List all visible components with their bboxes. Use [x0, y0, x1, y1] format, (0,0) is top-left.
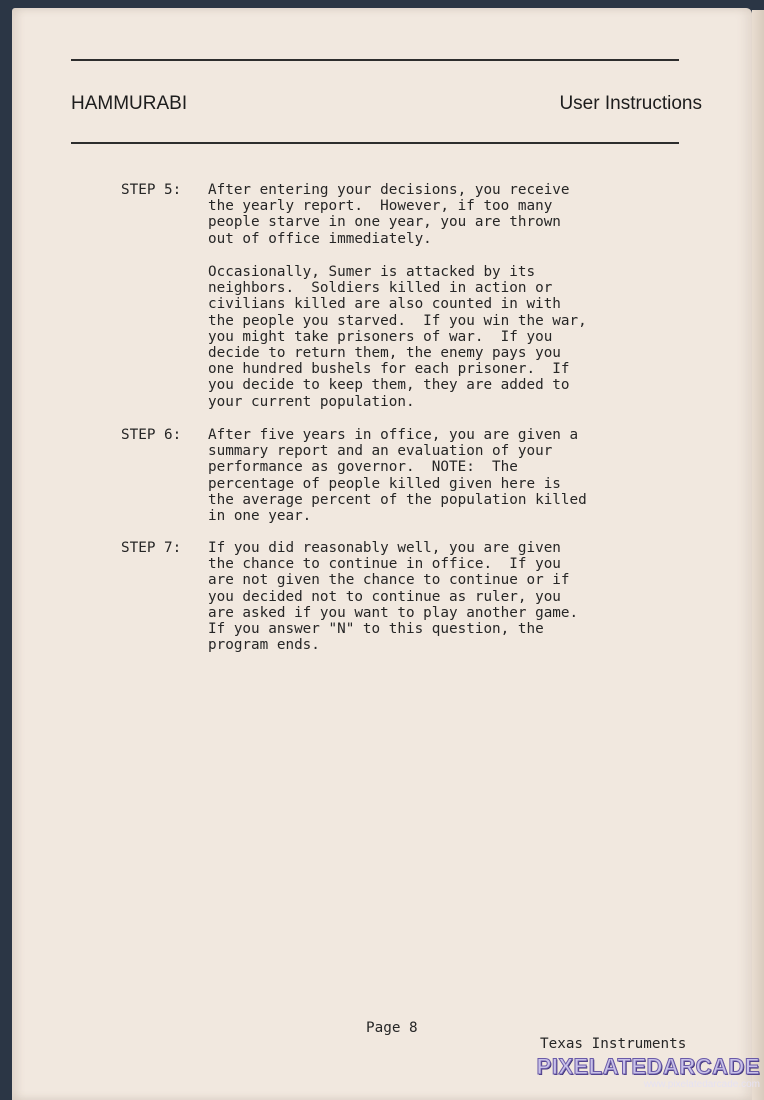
text-line: people starve in one year, you are thrown [208, 214, 561, 231]
step-5-label: STEP 5: [121, 182, 182, 198]
step-6-paragraph [208, 427, 648, 524]
watermark-logo: PIXELATEDARCADE [536, 1054, 760, 1079]
text-line: If you answer "N" to this question, the [208, 621, 544, 638]
text-line: Occasionally, Sumer is attacked by its [208, 264, 536, 280]
text-line: If you did reasonably well, you are given [208, 540, 561, 556]
step-7-label: STEP 7: [121, 540, 182, 556]
header-top-rule [71, 59, 679, 61]
header-bottom-rule [71, 142, 679, 144]
text-line: performance as governor. NOTE: The [208, 459, 518, 476]
text-line: neighbors. Soldiers killed in action or [208, 280, 553, 297]
text-line: you decided not to continue as ruler, you [208, 588, 561, 605]
step-5-paragraph-2 [208, 264, 648, 410]
text-line: you decide to keep them, they are added to [208, 377, 570, 394]
page-number: Page 8 [366, 1020, 418, 1036]
text-line: are asked if you want to play another game. [208, 604, 579, 621]
text-line: your current population. [208, 393, 415, 410]
text-line: the average percent of the population killed [208, 491, 587, 508]
booklet-spine [752, 10, 764, 1100]
step-6-label: STEP 6: [121, 427, 182, 443]
text-line: are not given the chance to continue or if [208, 572, 570, 589]
text-line: the people you starved. If you win the war, [208, 312, 587, 329]
site-watermark [537, 1054, 760, 1090]
watermark-url: www.pixelatedarcade.com [643, 1079, 760, 1090]
text-line: out of office immediately. [208, 230, 432, 247]
text-line: you might take prisoners of war. If you [208, 328, 553, 345]
text-line: summary report and an evaluation of your [208, 443, 553, 460]
step-5-paragraph-1 [208, 182, 648, 247]
text-line: After entering your decisions, you receive [208, 182, 570, 198]
text-line: civilians killed are also counted in with [208, 296, 561, 313]
text-line: decide to return them, the enemy pays you [208, 345, 561, 362]
text-line: the chance to continue in office. If you [208, 556, 561, 573]
text-line: one hundred bushels for each prisoner. If [208, 361, 570, 378]
step-7-paragraph [208, 540, 648, 653]
text-line: the yearly report. However, if too many [208, 198, 553, 215]
text-line: After five years in office, you are given a [208, 427, 579, 443]
text-line: percentage of people killed given here is [208, 475, 561, 492]
text-line: in one year. [208, 508, 312, 525]
publisher-brand: Texas Instruments [540, 1036, 687, 1052]
manual-title: HAMMURABI [71, 93, 188, 114]
text-line: program ends. [208, 637, 320, 654]
section-title: User Instructions [559, 93, 702, 114]
